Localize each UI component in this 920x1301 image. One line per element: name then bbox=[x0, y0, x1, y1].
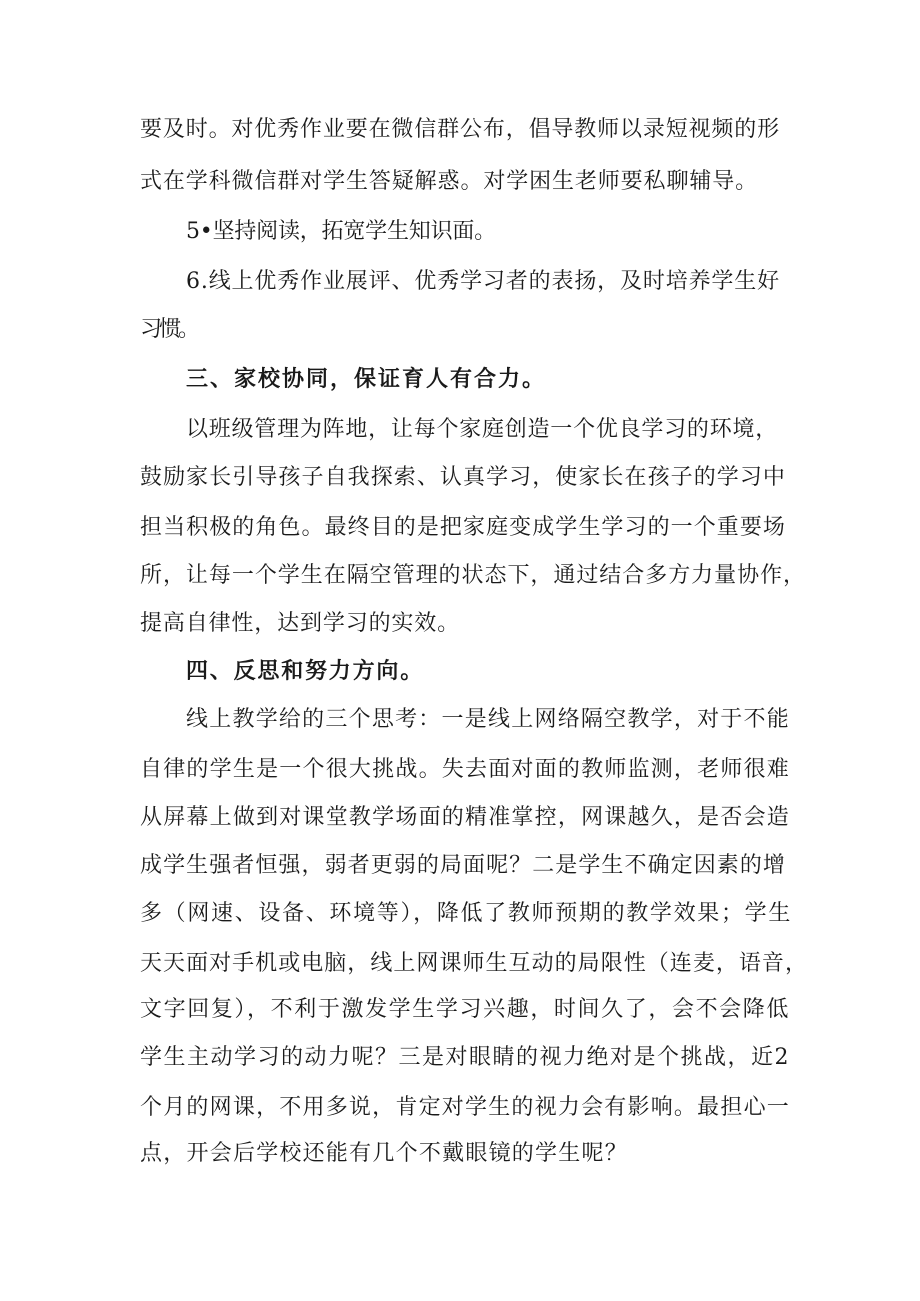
paragraph-line: 天天面对手机或电脑，线上网课师生互动的局限性（连麦，语音， bbox=[140, 951, 809, 976]
paragraph-line: 文字回复），不利于激发学生学习兴趣，时间久了，会不会降低 bbox=[140, 997, 791, 1022]
paragraph-line: 习惯。 bbox=[140, 317, 198, 342]
paragraph-line: 从屏幕上做到对课堂教学场面的精准掌控，网课越久，是否会造 bbox=[140, 805, 791, 830]
paragraph-line: 提高自律性，达到学习的实效。 bbox=[140, 611, 461, 636]
list-item-6: 6.线上优秀作业展评、优秀学习者的表扬，及时培养学生好 bbox=[186, 269, 780, 294]
paragraph-line: 成学生强者恒强，弱者更弱的局面呢？二是学生不确定因素的增 bbox=[140, 853, 787, 878]
paragraph-line: 所，让每一个学生在隔空管理的状态下，通过结合多方力量协作， bbox=[140, 563, 807, 588]
paragraph-line: 学生主动学习的动力呢？三是对眼睛的视力绝对是个挑战，近2 bbox=[140, 1045, 790, 1070]
list-item-5: 5•坚持阅读，拓宽学生知识面。 bbox=[186, 219, 496, 244]
paragraph-line: 式在学科微信群对学生答疑解惑。对学困生老师要私聊辅导。 bbox=[140, 169, 759, 194]
paragraph-line: 要及时。对优秀作业要在微信群公布，倡导教师以录短视频的形 bbox=[140, 117, 781, 142]
paragraph-line: 担当积极的角色。最终目的是把家庭变成学生学习的一个重要场 bbox=[140, 515, 787, 540]
paragraph-line: 点，开会后学校还能有几个不戴眼镜的学生呢？ bbox=[140, 1141, 629, 1166]
section-heading-4: 四、反思和努力方向。 bbox=[186, 659, 425, 684]
paragraph-line: 线上教学给的三个思考：一是线上网络隔空教学，对于不能 bbox=[186, 707, 791, 732]
paragraph-line: 自律的学生是一个很大挑战。失去面对面的教师监测，老师很难 bbox=[140, 757, 791, 782]
paragraph-line: 鼓励家长引导孩子自我探索、认真学习，使家长在孩子的学习中 bbox=[140, 465, 787, 490]
section-heading-3: 三、家校协同，保证育人有合力。 bbox=[186, 367, 547, 392]
paragraph-line: 个月的网课，不用多说，肯定对学生的视力会有影响。最担心一 bbox=[140, 1095, 791, 1120]
paragraph-line: 多（网速、设备、环境等），降低了教师预期的教学效果；学生 bbox=[140, 901, 793, 926]
paragraph-line: 以班级管理为阵地，让每个家庭创造一个优良学习的环境， bbox=[186, 417, 779, 442]
